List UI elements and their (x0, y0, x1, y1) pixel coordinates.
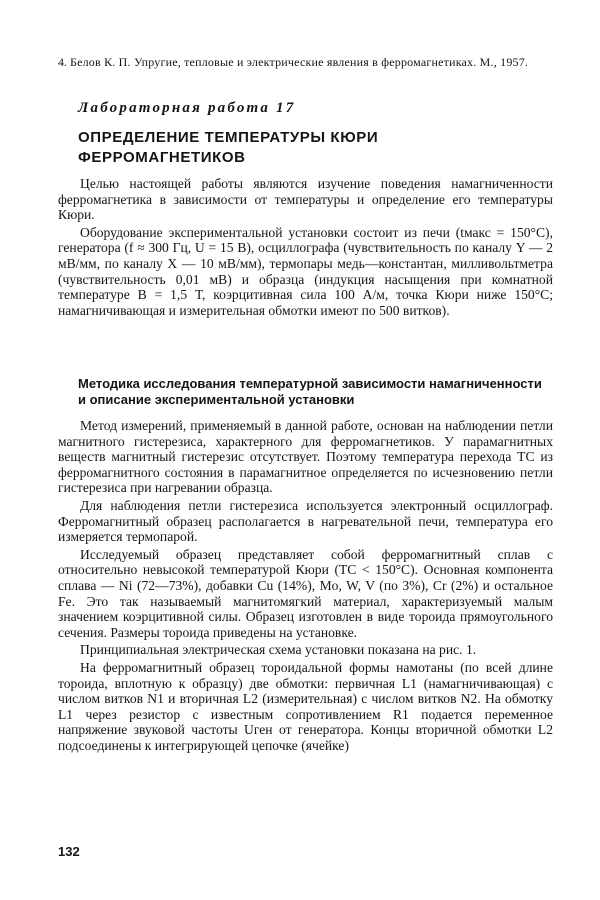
page-number: 132 (58, 844, 80, 859)
page-title (78, 128, 548, 168)
method-paragraph: На ферромагнитный образец тороидальной формы намотаны (по всей длине тороида, вплотную к образцу) две обмотки: первичная L1 (намагничивающая) с числом витков N1 и вторичная L2 (измерительная) с числом витков N2. На обмотку L1 через резистор с известным сопротивлением R1 подается переменное напряжение звуковой частоты Uген от генератора. Концы вторичной обмотки L2 подсоединены к интегрирующей цепочке (ячейке) (58, 659, 553, 753)
intro-section (58, 176, 553, 320)
intro-paragraph: Оборудование экспериментальной установки состоит из печи (tмакс = 150°С), генератора (f ≈ 300 Гц, U = 15 В), осциллографа (чувствительность по каналу Y — 2 мВ/мм, по каналу X — 10 мВ/мм), термопары медь—константан, милливольтметра (чувствительность 0,01 мВ) и образца (индукция насыщения при комнатной температуре B = 1,5 Т, коэрцитивная сила 100 А/м, точка Кюри ниже 150°С; намагничивающая и измерительная обмотки имеют по 500 витков). (58, 224, 553, 318)
method-paragraph: Метод измерений, применяемый в данной работе, основан на наблюдении петли магнитного гистерезиса, характерного для ферромагнетиков. У парамагнитных веществ магнитный гистерезис отсутствует. Поэтому температура перехода TC из ферромагнитного состояния в парамагнитное определяется по исчезновению петли гистерезиса при нагревании образца. (58, 418, 553, 496)
method-paragraph: Исследуемый образец представляет собой ферромагнитный сплав с относительно невысокой температурой Кюри (TC < 150°С). Основная компонента сплава — Ni (72—73%), добавки Cu (14%), Mo, W, V (по 3%), Cr (2%) и остальное Fe. Это так называемый магнитомягкий материал, характеризуемый малым значением коэрцитивной силы. Образец изготовлен в виде тороида прямоугольного сечения. Размеры тороида приведены на установке. (58, 546, 553, 640)
reference-number: 4. (58, 55, 67, 69)
title-line: ОПРЕДЕЛЕНИЕ ТЕМПЕРАТУРЫ КЮРИ (78, 129, 379, 146)
reference-entry (58, 54, 553, 70)
lab-work-label: Лабораторная работа 17 (78, 100, 296, 116)
title-line: ФЕРРОМАГНЕТИКОВ (78, 149, 246, 166)
method-paragraph: Принципиальная электрическая схема установки показана на рис. 1. (80, 642, 477, 658)
section-heading: Методика исследования температурной зависимости намагниченности и описание экспериментальной установки (78, 376, 542, 407)
reference-text: Белов К. П. Упругие, тепловые и электрические явления в ферромагнетиках. М., 1957. (70, 55, 529, 69)
intro-paragraph: Целью настоящей работы являются изучение поведения намагниченности ферромагнетика в зависимости от температуры и определение его температуры Кюри. (58, 176, 553, 223)
method-paragraph: Для наблюдения петли гистерезиса используется электронный осциллограф. Ферромагнитный образец располагается в нагревательной печи, температура его измеряется термопарой. (58, 497, 553, 545)
method-section (58, 418, 553, 755)
